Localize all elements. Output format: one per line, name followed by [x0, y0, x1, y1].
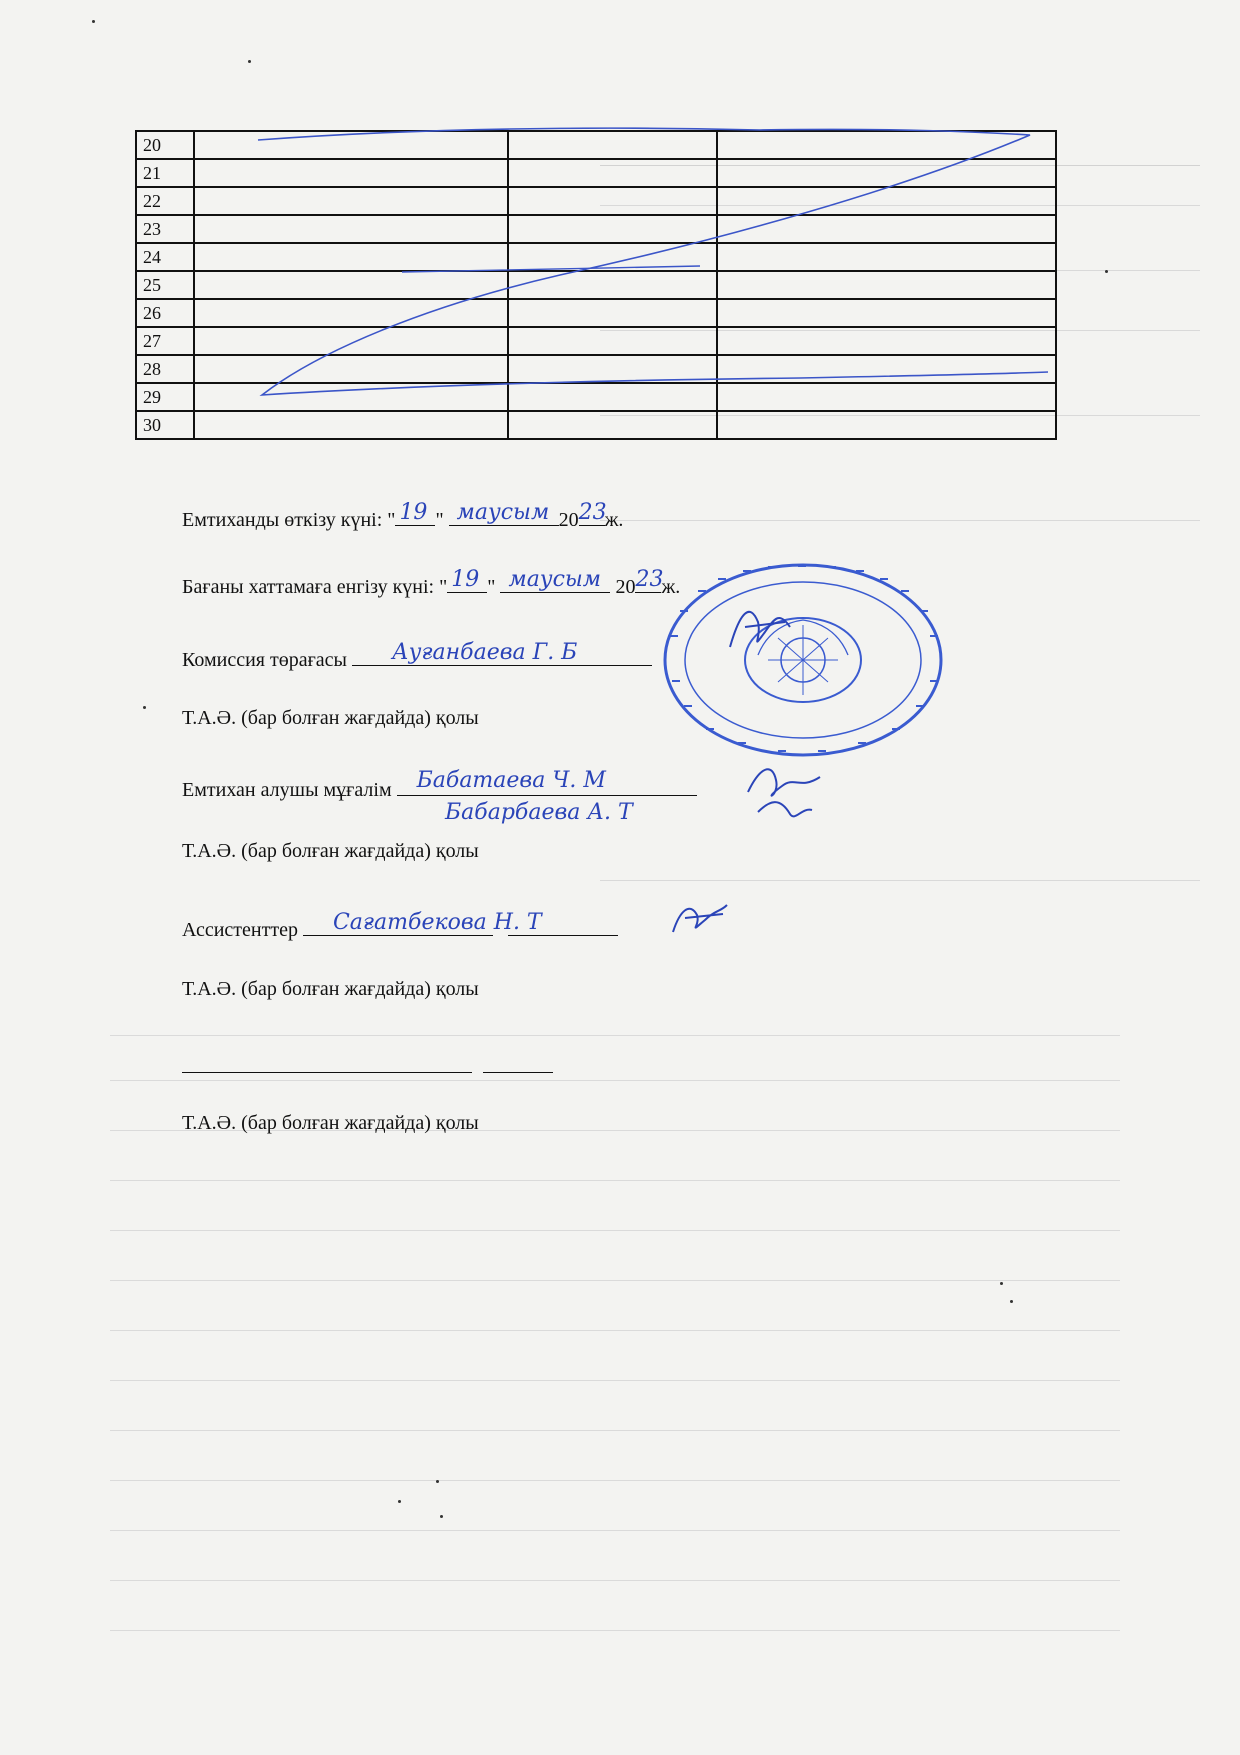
- score-cell[interactable]: [508, 383, 717, 411]
- grade-cell[interactable]: [717, 215, 1056, 243]
- score-cell[interactable]: [508, 187, 717, 215]
- row-number: 22: [136, 187, 194, 215]
- table-row: [136, 327, 1056, 355]
- grade-cell[interactable]: [717, 243, 1056, 271]
- student-name-cell[interactable]: [194, 243, 508, 271]
- grade-cell[interactable]: [717, 327, 1056, 355]
- protocol-date-year-field[interactable]: 23: [635, 567, 664, 592]
- chair-line: [182, 640, 652, 672]
- table-row: [136, 355, 1056, 383]
- student-name-cell[interactable]: [194, 299, 508, 327]
- extra-name-field[interactable]: [182, 1050, 472, 1073]
- student-name-cell[interactable]: [194, 355, 508, 383]
- assistants-name-field[interactable]: Сағатбекова Н. Т: [303, 913, 493, 936]
- student-name-cell[interactable]: [194, 383, 508, 411]
- extra-line: [182, 1050, 553, 1079]
- student-name-cell[interactable]: [194, 215, 508, 243]
- score-cell[interactable]: [508, 355, 717, 383]
- exam-date-label: Емтиханды өткізу күні: ": [182, 509, 396, 531]
- chair-label: Комиссия төрағасы: [182, 649, 347, 671]
- grade-cell[interactable]: [717, 159, 1056, 187]
- row-number: 26: [136, 299, 194, 327]
- teacher-signature: [740, 752, 830, 827]
- table-row: [136, 243, 1056, 271]
- results-table: [135, 130, 1057, 440]
- chair-name-field[interactable]: Ауғанбаева Г. Б: [352, 643, 652, 666]
- extra-signature-caption: Т.А.Ә. (бар болған жағдайда) қолы: [182, 1112, 479, 1134]
- row-number: 29: [136, 383, 194, 411]
- score-cell[interactable]: [508, 299, 717, 327]
- assistants-label: Ассистенттер: [182, 919, 298, 941]
- assistants-signature-field[interactable]: [508, 913, 618, 936]
- teacher-name-field[interactable]: Бабатаева Ч. М: [397, 773, 697, 796]
- student-name-cell[interactable]: [194, 271, 508, 299]
- score-cell[interactable]: [508, 243, 717, 271]
- extra-signature-field[interactable]: [483, 1050, 553, 1073]
- table-row: [136, 187, 1056, 215]
- student-name-cell[interactable]: [194, 411, 508, 439]
- table-row: [136, 215, 1056, 243]
- grade-cell[interactable]: [717, 355, 1056, 383]
- teacher-signature-caption: Т.А.Ә. (бар болған жағдайда) қолы: [182, 840, 479, 862]
- official-stamp: [658, 560, 948, 760]
- protocol-date-day-field[interactable]: 19: [447, 570, 487, 593]
- assistant-signature: [665, 890, 735, 945]
- row-number: 30: [136, 411, 194, 439]
- score-cell[interactable]: [508, 215, 717, 243]
- student-name-cell[interactable]: [194, 131, 508, 159]
- student-name-cell[interactable]: [194, 327, 508, 355]
- grade-cell[interactable]: [717, 383, 1056, 411]
- grade-cell[interactable]: [717, 271, 1056, 299]
- row-number: 20: [136, 131, 194, 159]
- score-cell[interactable]: [508, 271, 717, 299]
- row-number: 21: [136, 159, 194, 187]
- protocol-date-month-field[interactable]: маусым: [500, 570, 610, 593]
- teacher-label: Емтихан алушы мұғалім: [182, 779, 392, 801]
- score-cell[interactable]: [508, 159, 717, 187]
- grade-cell[interactable]: [717, 187, 1056, 215]
- table-row: [136, 411, 1056, 439]
- protocol-date-label: Бағаны хаттамаға енгізу күні: ": [182, 576, 448, 598]
- table-row: [136, 383, 1056, 411]
- row-number: 25: [136, 271, 194, 299]
- chair-signature: [720, 592, 800, 662]
- row-number: 24: [136, 243, 194, 271]
- row-number: 28: [136, 355, 194, 383]
- table-row: [136, 159, 1056, 187]
- student-name-cell[interactable]: [194, 187, 508, 215]
- assistants-signature-caption: Т.А.Ә. (бар болған жағдайда) қолы: [182, 978, 479, 1000]
- protocol-date-line: Бағаны хаттамаға енгізу күні: " 19 " маусым 20 23 ж.: [182, 567, 681, 598]
- row-number: 27: [136, 327, 194, 355]
- grade-cell[interactable]: [717, 411, 1056, 439]
- grade-cell[interactable]: [717, 299, 1056, 327]
- teacher-line: [182, 768, 697, 802]
- student-name-cell[interactable]: [194, 159, 508, 187]
- exam-date-year-field[interactable]: 23: [578, 500, 607, 525]
- grade-cell[interactable]: [717, 131, 1056, 159]
- score-cell[interactable]: [508, 327, 717, 355]
- teacher-second-name: Бабарбаева А. Т: [445, 800, 633, 825]
- exam-date-line: Емтиханды өткізу күні: " 19 " маусым 20 23 ж.: [182, 500, 624, 531]
- table-row: [136, 131, 1056, 159]
- table-row: [136, 271, 1056, 299]
- score-cell[interactable]: [508, 411, 717, 439]
- assistants-line: [182, 910, 618, 942]
- chair-signature-caption: Т.А.Ә. (бар болған жағдайда) қолы: [182, 707, 479, 729]
- exam-date-month-field[interactable]: маусым: [449, 503, 559, 526]
- table-row: [136, 299, 1056, 327]
- score-cell[interactable]: [508, 131, 717, 159]
- row-number: 23: [136, 215, 194, 243]
- exam-date-day-field[interactable]: 19: [395, 503, 435, 526]
